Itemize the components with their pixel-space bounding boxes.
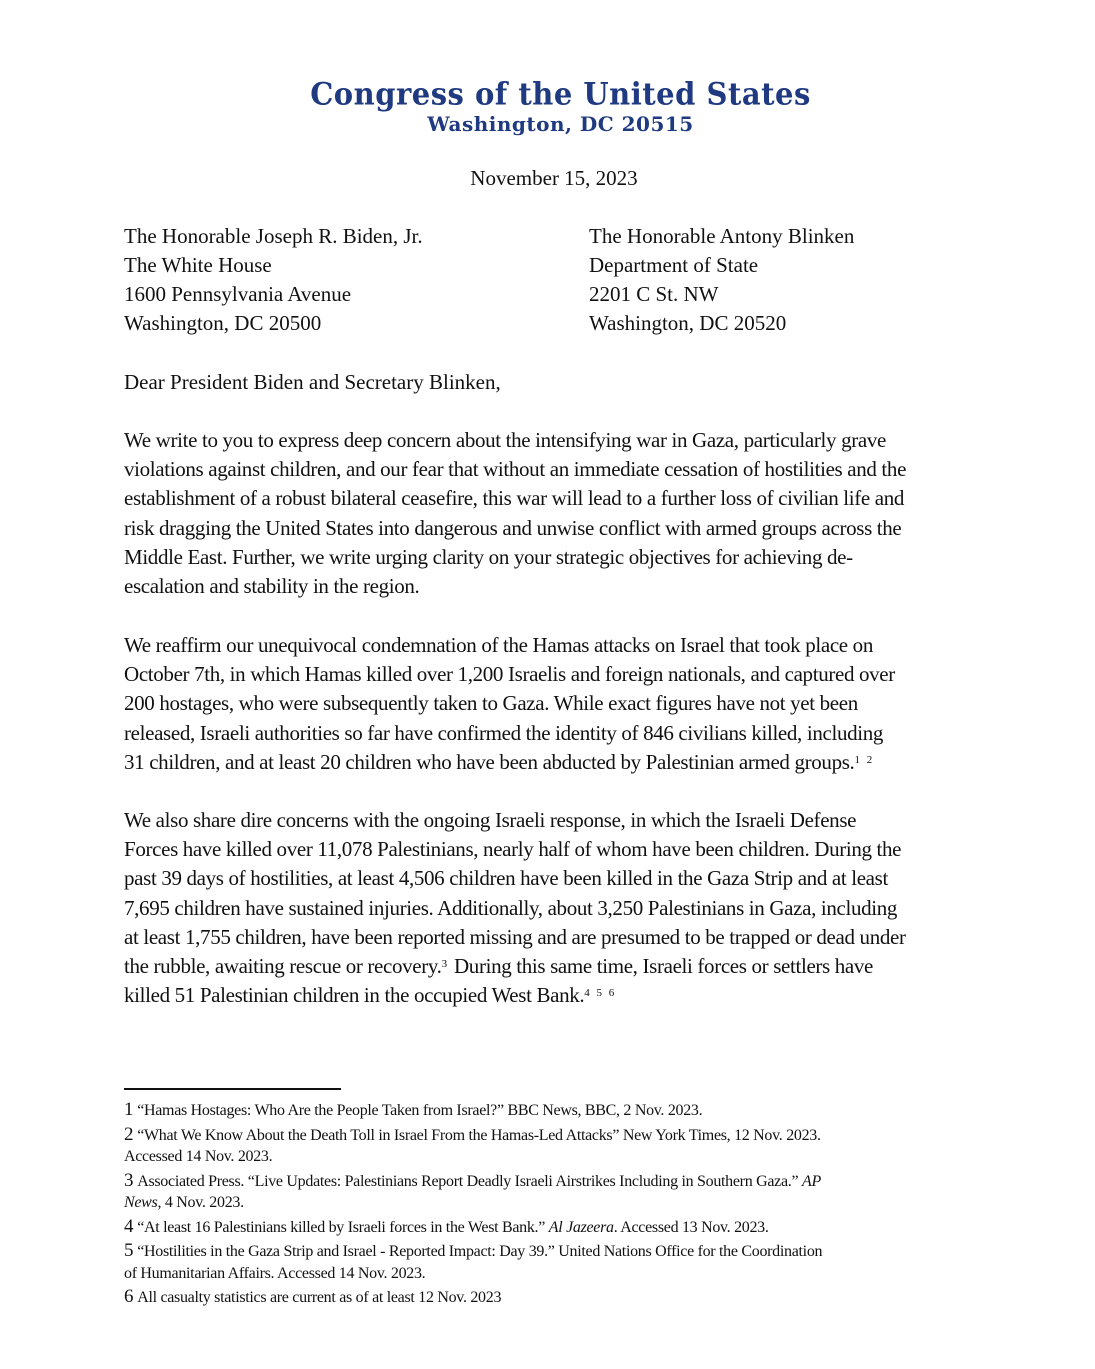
letterhead-title: Congress of the United States xyxy=(310,76,811,112)
letterhead xyxy=(0,76,1095,136)
paragraph-line: at least 1,755 children, have been reported missing and are presumed to be trapped or dead under xyxy=(124,924,906,949)
footnote-text: , 4 Nov. 2023. xyxy=(157,1194,244,1211)
paragraph-line: escalation and stability in the region. xyxy=(124,574,420,599)
footnote-reference[interactable]: 1 2 xyxy=(854,753,875,766)
salutation: Dear President Biden and Secretary Blinken, xyxy=(124,370,501,394)
footnote-1 xyxy=(124,1099,994,1122)
paragraph-line: We write to you to express deep concern about the intensifying war in Gaza, particularly grave xyxy=(124,428,886,452)
footnote-reference[interactable]: 4 5 6 xyxy=(584,987,617,1000)
footnote-number: 6 xyxy=(124,1286,134,1307)
footnote-reference[interactable]: 3 xyxy=(441,958,450,971)
paragraph-line: We reaffirm our unequivocal condemnation of the Hamas attacks on Israel that took place on xyxy=(124,633,873,657)
paragraph-line: Middle East. Further, we write urging clarity on your strategic objectives for achieving de- xyxy=(124,544,853,569)
footnote-3 xyxy=(124,1170,994,1214)
footnote-number: 2 xyxy=(124,1123,134,1145)
paragraph-line xyxy=(124,952,994,981)
footnote-number: 5 xyxy=(124,1240,134,1261)
recipient-line: The Honorable Antony Blinken xyxy=(589,224,855,248)
footnote-text: All casualty statistics are current as of at least 12 Nov. 2023 xyxy=(137,1289,502,1306)
paragraph-line: October 7th, in which Hamas killed over 1,200 Israelis and foreign nationals, and captured over xyxy=(124,662,895,687)
footnote-source-italic: AP xyxy=(801,1172,821,1190)
body-paragraph-3 xyxy=(124,806,994,1010)
footnote-text: Accessed 14 Nov. 2023. xyxy=(124,1148,273,1165)
paragraph-line: Forces have killed over 11,078 Palestinians, nearly half of whom have been children. During the xyxy=(124,837,902,862)
footnote-4 xyxy=(124,1216,994,1239)
paragraph-line-text: killed 51 Palestinian children in the occupied West Bank. xyxy=(124,983,585,1008)
paragraph-line xyxy=(124,748,994,777)
paragraph-line-text: 31 children, and at least 20 children who have been abducted by Palestinian armed groups. xyxy=(124,749,855,774)
recipient-line: The Honorable Joseph R. Biden, Jr. xyxy=(124,224,423,248)
body-paragraph-2 xyxy=(124,631,994,777)
footnote-6 xyxy=(124,1286,994,1309)
paragraph-line-text: During this same time, Israeli forces or settlers have xyxy=(449,954,874,979)
recipient-line: 1600 Pennsylvania Avenue xyxy=(124,282,352,306)
footnote-source-italic: News xyxy=(124,1194,158,1211)
footnote-text: Associated Press. “Live Updates: Palestinians Report Deadly Israeli Airstrikes Including in Southern Gaza.” xyxy=(137,1172,802,1190)
paragraph-line: 200 hostages, who were subsequently taken to Gaza. While exact figures have not yet been xyxy=(124,691,858,716)
recipient-line: Washington, DC 20500 xyxy=(124,311,322,335)
paragraph-line xyxy=(124,981,994,1010)
paragraph-line: establishment of a robust bilateral ceasefire, this war will lead to a further loss of civilian life and xyxy=(124,486,904,511)
footnote-text: . Accessed 13 Nov. 2023. xyxy=(613,1218,769,1236)
recipient-line: The White House xyxy=(124,253,272,277)
paragraph-line: risk dragging the United States into dangerous and unwise conflict with armed groups across the xyxy=(124,515,902,540)
footnote-text: “Hamas Hostages: Who Are the People Taken from Israel?” BBC News, BBC, 2 Nov. 2023. xyxy=(137,1102,703,1119)
footnote-number: 4 xyxy=(124,1215,134,1237)
footnote-number: 1 xyxy=(124,1099,134,1120)
paragraph-line: past 39 days of hostilities, at least 4,506 children have been killed in the Gaza Strip and at least xyxy=(124,866,888,891)
footnote-text: “At least 16 Palestinians killed by Israeli forces in the West Bank.” xyxy=(137,1218,549,1236)
footnotes xyxy=(124,1099,994,1311)
recipient-president xyxy=(124,222,423,338)
footnote-5 xyxy=(124,1240,994,1284)
recipient-secretary xyxy=(589,222,854,338)
letter-date: November 15, 2023 xyxy=(470,166,638,190)
recipient-line: Washington, DC 20520 xyxy=(589,311,787,335)
footnote-source-italic: Al Jazeera xyxy=(548,1218,614,1236)
paragraph-line: We also share dire concerns with the ongoing Israeli response, in which the Israeli Defense xyxy=(124,808,857,832)
recipient-line: Department of State xyxy=(589,253,759,277)
paragraph-line-text: the rubble, awaiting rescue or recovery. xyxy=(124,954,442,979)
footnote-number: 3 xyxy=(124,1169,134,1191)
letterhead-address: Washington, DC 20515 xyxy=(427,112,694,136)
paragraph-line: released, Israeli authorities so far have confirmed the identity of 846 civilians killed, including xyxy=(124,720,884,745)
paragraph-line: 7,695 children have sustained injuries. Additionally, about 3,250 Palestinians in Gaza, including xyxy=(124,895,898,920)
footnote-2 xyxy=(124,1124,994,1168)
footnote-divider xyxy=(124,1088,341,1090)
footnote-text: “What We Know About the Death Toll in Israel From the Hamas-Led Attacks” New York Times, 12 Nov. 2023. xyxy=(137,1126,821,1144)
footnote-text: of Humanitarian Affairs. Accessed 14 Nov. 2023. xyxy=(124,1264,426,1282)
body-paragraph-1 xyxy=(124,426,994,601)
footnote-text: “Hostilities in the Gaza Strip and Israel - Reported Impact: Day 39.” United Nations Office for the Coordination xyxy=(137,1243,823,1260)
recipient-line: 2201 C St. NW xyxy=(589,282,719,306)
paragraph-line: violations against children, and our fear that without an immediate cessation of hostilities and the xyxy=(124,457,907,482)
